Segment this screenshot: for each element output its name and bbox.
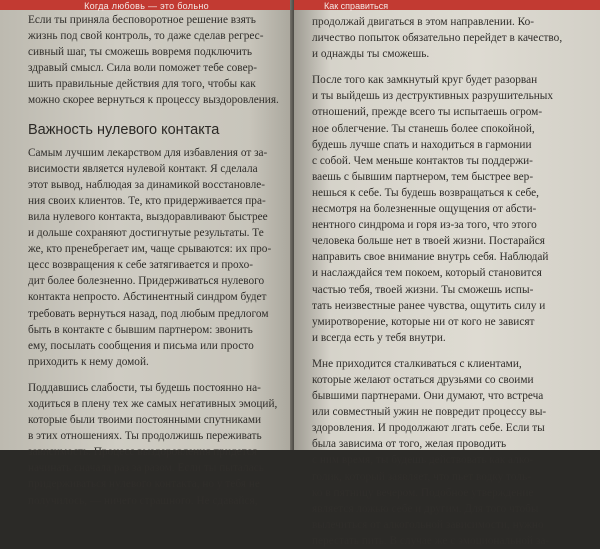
text-line: является ложью себе и другим. Для того чтобы <box>312 502 539 515</box>
text-line: цесс возвращения к себе затягивается и прохо- <box>28 259 254 272</box>
text-line: была зависима от того, желая проводить <box>312 438 507 451</box>
text-line: ваешь с бывшим партнером, тем быстрее вер- <box>312 170 534 183</box>
left-text-column <box>28 12 284 509</box>
text-line: личество попыток обязательно перейдет в качество, <box>312 32 563 45</box>
left-paragraph-2 <box>28 145 284 370</box>
text-line: с ним время, ты будешь действовать как алко- <box>312 454 534 467</box>
text-line: нешься к себе. Ты будешь возвращаться к себе, <box>312 186 539 199</box>
text-line: тать неизвестные ранее чувства, ощутить силу и <box>312 299 546 312</box>
text-line: получилось, — ничего страшного. Не сдавайся, <box>28 494 258 507</box>
text-line: ния своих клиентов. Те, кто придерживается пра- <box>28 194 266 207</box>
text-line: Самым лучшим лекарством для избавления от за- <box>28 146 268 159</box>
text-line: будешь лучше спать и находиться в гармонии <box>312 138 532 151</box>
text-line: и ты выйдешь из деструктивных разрушительных <box>312 90 554 103</box>
text-line: вылечиться от алкогольной зависимости, нужно <box>312 518 544 531</box>
right-paragraph-2 <box>312 72 588 346</box>
right-running-header: Как справиться <box>324 1 389 11</box>
text-line: человека больше нет в твоей жизни. Постарайся <box>312 235 545 248</box>
text-line: или совместный ужин не повредит процессу вы- <box>312 406 547 419</box>
text-line: и дольше сохраняют достигнутые результаты. Те <box>28 227 264 240</box>
text-line: придерживаться нулевого контакта, но у тебя не <box>28 478 260 491</box>
text-line: вила нулевого контакта, выздоравливают быстрее <box>28 210 268 223</box>
left-page <box>0 0 293 507</box>
text-line: которые были твоими постоянными спутниками <box>28 414 262 427</box>
text-line: отношений, прежде всего ты испытаешь огром- <box>312 106 543 119</box>
section-heading: Важность нулевого контакта <box>28 121 220 138</box>
text-line: дит более болезненно. Придерживаться нулевого <box>28 275 265 288</box>
text-line: в этих отношениях. Ты продолжишь переживать <box>28 430 262 443</box>
text-line: Мне приходится сталкиваться с клиентами, <box>312 357 522 370</box>
text-line: сивный шаг, ты сможешь вовремя подключить <box>28 46 252 59</box>
right-page <box>294 0 600 547</box>
text-line: начинать сначала раз за разом. Если ты пыталась <box>28 462 264 475</box>
text-line: жизнь под свой контроль, то даже сделав регрес- <box>28 30 264 43</box>
text-line: направить свое внимание внутрь себя. Наблюдай <box>312 251 549 264</box>
text-line: перестать пить. В случае же с эмоциональной за- <box>312 534 550 547</box>
text-line: быть в контакте с бывшим партнером: звонить <box>28 323 253 336</box>
text-line: После того как замкнутый круг будет разорван <box>312 74 538 87</box>
left-paragraph-1 <box>28 12 284 109</box>
text-line: Поддавшись слабости, ты будешь постоянно на- <box>28 381 261 394</box>
text-line: здоровления. И продолжают лгать себе. Если ты <box>312 422 545 435</box>
text-line: частью тебя, твоей жизни. Ты сможешь испы- <box>312 283 534 296</box>
text-line: ходиться в плену тех же самых негативных эмоций, <box>28 397 278 410</box>
text-line: несмотря на болезненные ощущения от абсти- <box>312 203 537 216</box>
left-running-header: Когда любовь — это больно <box>84 1 209 11</box>
text-line: и однажды ты сможешь. <box>312 48 430 61</box>
text-line: ко в пятницу вечером. Подобное утверждение <box>312 486 534 499</box>
text-line: приходить к нему домой. <box>28 355 149 368</box>
text-line: зависимость. Процесс выздоровления придется <box>28 446 258 459</box>
text-line: шить правильные действия для того, чтобы как <box>28 78 256 91</box>
text-line: контакта непросто. Абстинентный синдром будет <box>28 291 267 304</box>
text-line: же, кто пренебрегает им, чаще срываются: их про- <box>28 243 272 256</box>
text-line: и наслаждайся тем покоем, который становится <box>312 267 542 280</box>
text-line: можно скорее вернуться к процессу выздоровления. <box>28 94 279 107</box>
text-line: бывшими партнерами. Они думают, что встреча <box>312 390 544 403</box>
text-line: ему, посылать сообщения и письма или просто <box>28 339 254 352</box>
text-line: ное облегчение. Ты станешь более спокойной, <box>312 122 535 135</box>
text-line: и всегда есть у тебя внутри. <box>312 331 446 344</box>
text-line: Если ты приняла бесповоротное решение взять <box>28 14 256 26</box>
text-line: голик, который заявляет, что пьет водку толь- <box>312 470 531 483</box>
text-line: с собой. Чем меньше контактов ты поддержи- <box>312 154 533 167</box>
text-line: умиротворение, которые ни от кого не зависят <box>312 315 535 328</box>
left-paragraph-3 <box>28 380 284 509</box>
right-text-column <box>312 14 588 549</box>
text-line: этот вывод, наблюдая за динамикой восстановле- <box>28 178 265 191</box>
text-line: нентного синдрома и горя из-за того, что этого <box>312 219 537 232</box>
text-line: требовать вернуться назад, под любым предлогом <box>28 307 269 320</box>
right-paragraph-1 <box>312 14 588 62</box>
text-line: висимости является нулевой контакт. Я сделала <box>28 162 258 175</box>
right-paragraph-3 <box>312 356 588 549</box>
text-line: которые желают остаться друзьями со своими <box>312 373 534 386</box>
text-line: здравый смысл. Сила воли поможет тебе совер- <box>28 62 258 75</box>
text-line: продолжай двигаться в этом направлении. Ко- <box>312 16 535 28</box>
